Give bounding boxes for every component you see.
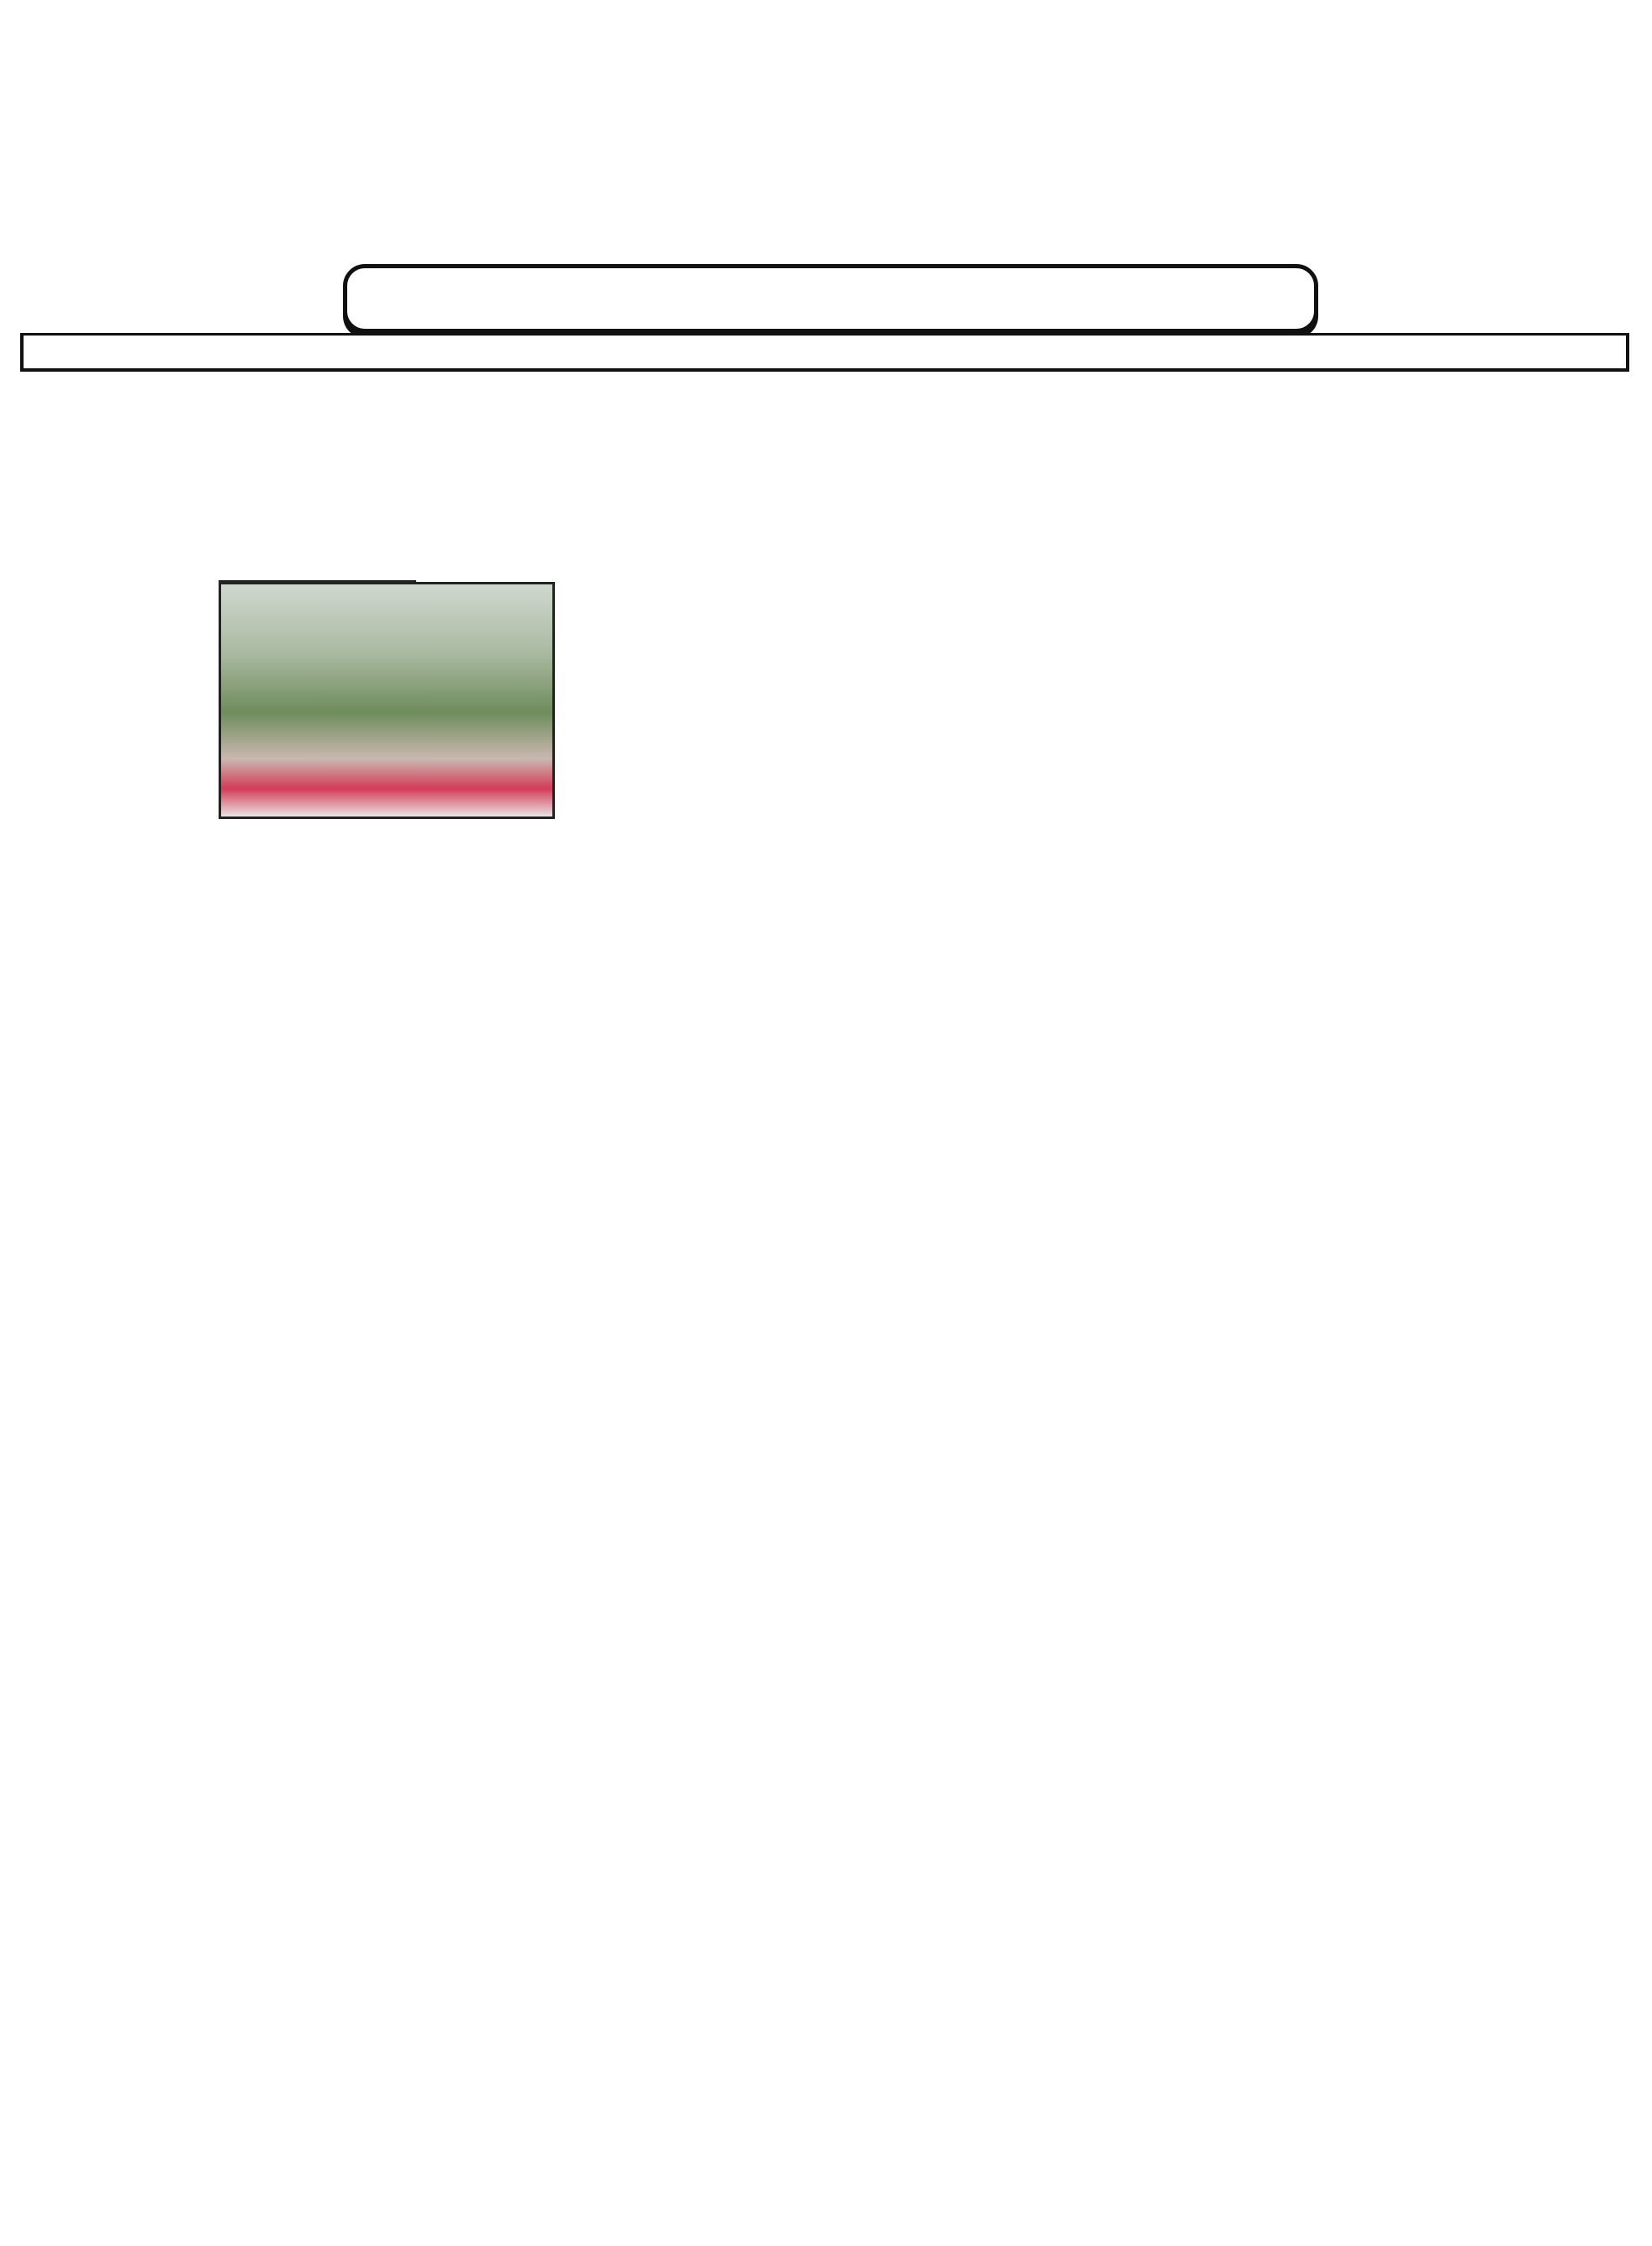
article-column [393,826,557,1117]
info-bar [20,333,1629,372]
article-column [558,580,726,1117]
article-column [220,826,385,1117]
tagline-box [343,264,1318,333]
atal-tribute-photo [219,582,555,819]
article-column [18,579,212,1117]
